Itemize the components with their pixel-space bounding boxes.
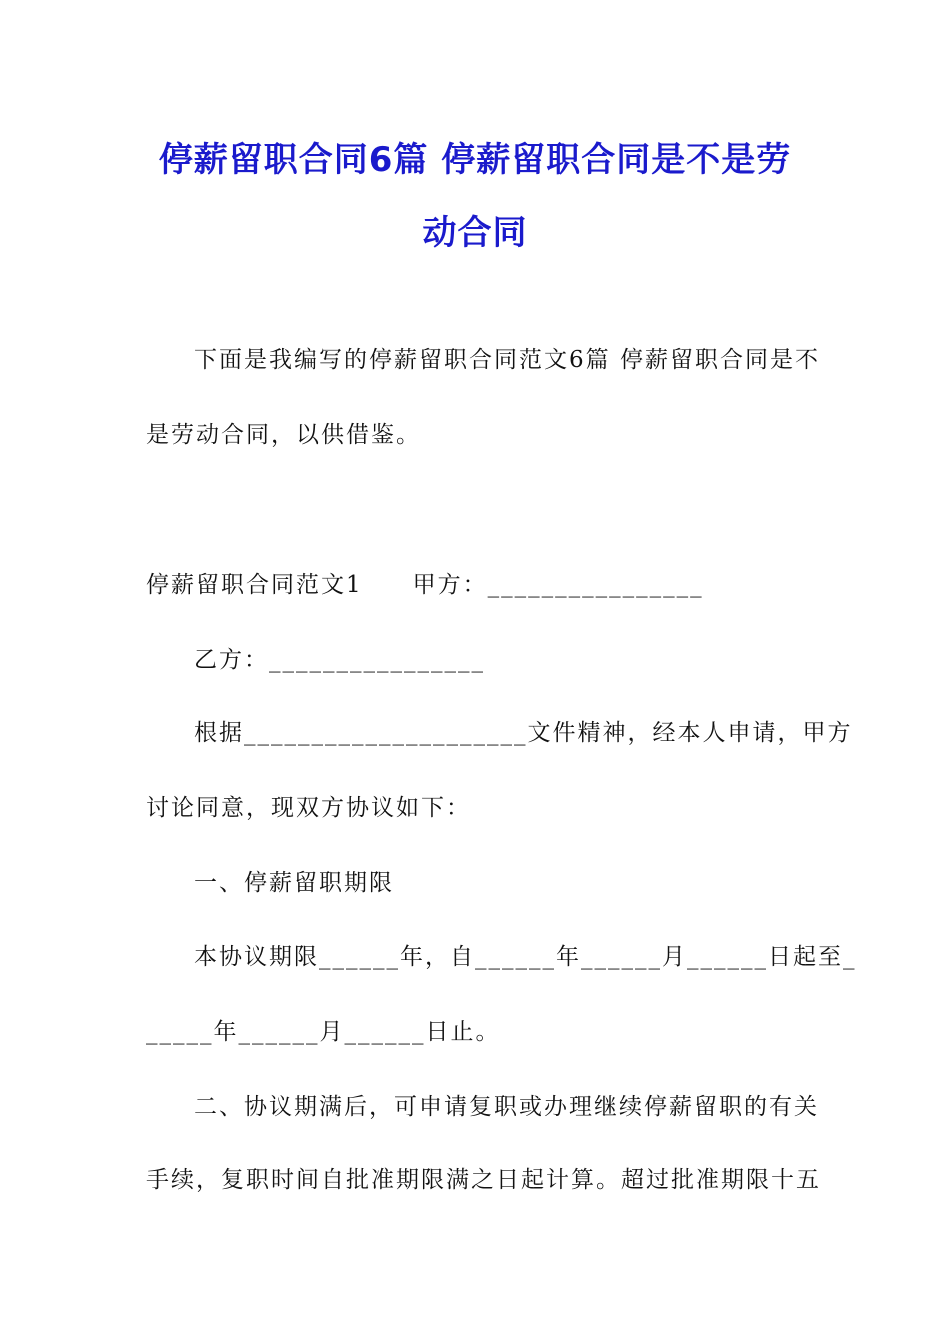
document-title-line-1: 停薪留职合同6篇 停薪留职合同是不是劳 [158, 140, 792, 180]
clause-1-line-2: _____年______月______日止。 [146, 1019, 501, 1045]
clause-1-heading: 一、停薪留职期限 [194, 870, 394, 896]
intro-paragraph-line-2: 是劳动合同，以供借鉴。 [146, 422, 421, 448]
clause-2-line-2: 手续，复职时间自批准期限满之日起计算。超过批准期限十五 [146, 1167, 821, 1193]
intro-paragraph-line-1: 下面是我编写的停薪留职合同范文6篇 停薪留职合同是不 [194, 347, 820, 373]
party-b-line: 乙方：________________ [194, 647, 485, 673]
document-title-line-2: 动合同 [422, 213, 528, 253]
clause-1-line-1: 本协议期限______年，自______年______月______日起至_ [194, 944, 857, 970]
basis-paragraph-line-2: 讨论同意，现双方协议如下： [146, 795, 471, 821]
clause-2-line-1: 二、协议期满后，可申请复职或办理继续停薪留职的有关 [194, 1094, 819, 1120]
basis-paragraph-line-1: 根据_____________________文件精神，经本人申请，甲方 [194, 720, 853, 746]
contract-sample-heading: 停薪留职合同范文1 甲方：________________ [146, 572, 704, 598]
